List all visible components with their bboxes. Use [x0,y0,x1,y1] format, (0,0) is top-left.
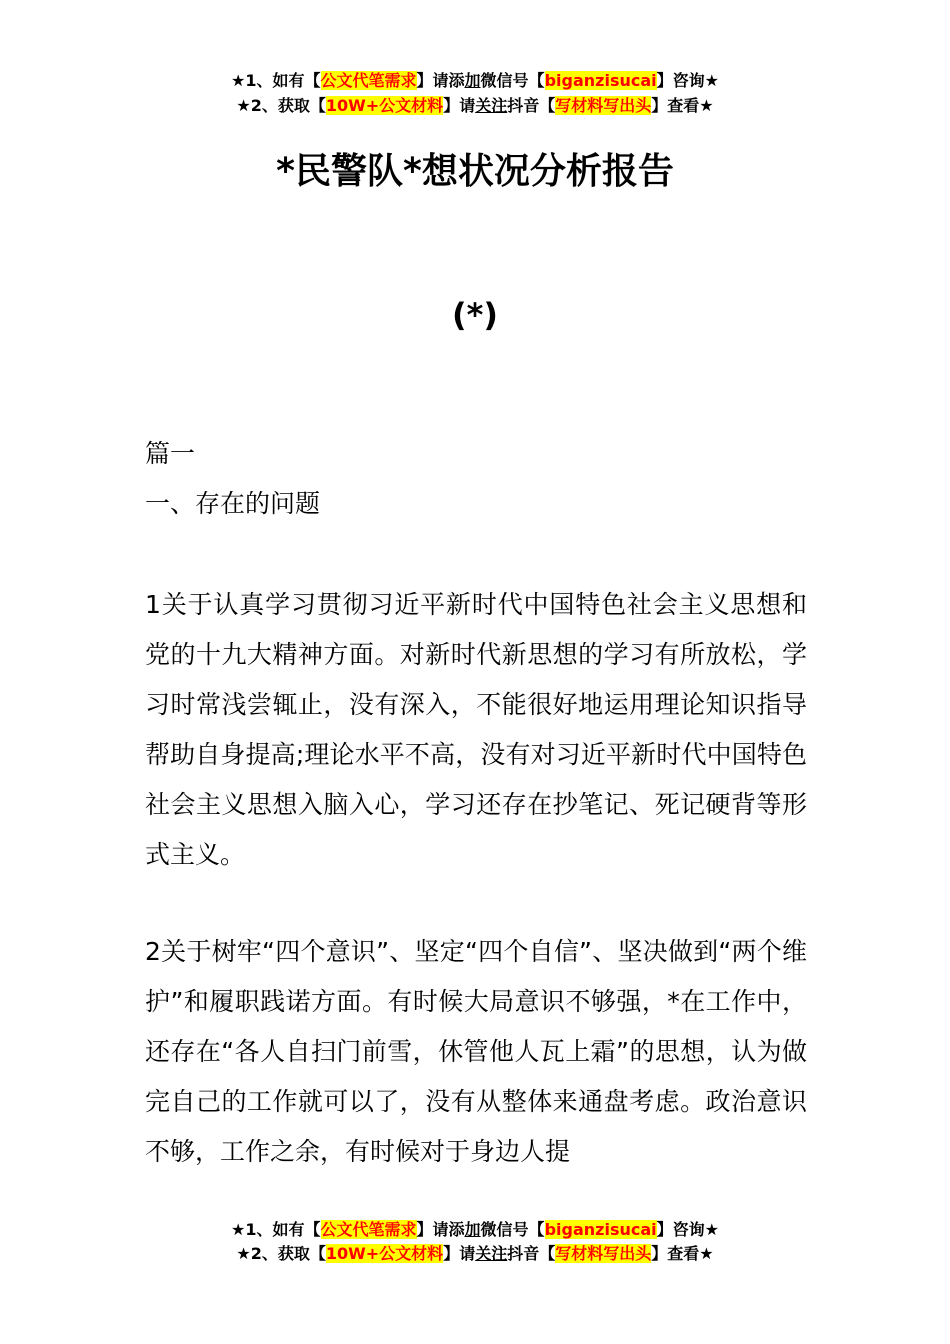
promo-text: 】请添 [416,71,465,90]
header-promo-line-1 [0,70,950,92]
promo-highlight: 10W+公文材料 [325,96,444,115]
promo-text: ★2、获取【 [236,1244,326,1263]
promo-underline: 加 [464,1220,481,1239]
promo-highlight: 公文代笔需求 [320,1220,417,1239]
promo-text: 微信号【 [480,1220,545,1239]
promo-text: 】请 [443,1244,476,1263]
promo-highlight: 写材料写出头 [555,1244,652,1263]
promo-highlight: biganzisucai [544,71,657,90]
paragraph-2: 2关于树牢“四个意识”、坚定“四个自信”、坚决做到“两个维护”和履职践诺方面。有时候大局意识不够强，*在工作中，还存在“各人自扫门前雪，休管他人瓦上霜”的思想，认为做完自己的工作就可以了，没有从整体来通盘考虑。政治意识不够，工作之余，有时候对于身边人提 [145,937,807,1166]
promo-underline: 加 [464,71,481,90]
chapter-label: 篇一 [145,439,196,468]
promo-text: ★2、获取【 [236,96,326,115]
promo-highlight: 公文代笔需求 [320,71,417,90]
promo-text: 】请添 [416,1220,465,1239]
promo-text: 】咨询★ [656,71,719,90]
section-heading: 一、存在的问题 [145,489,321,518]
promo-text: 】请 [443,96,476,115]
header-promo-line-2 [0,95,950,117]
paragraph-1: 1关于认真学习贯彻习近平新时代中国特色社会主义思想和党的十九大精神方面。对新时代新思想的学习有所放松，学习时常浅尝辄止，没有深入，不能很好地运用理论知识指导帮助自身提高;理论水平不高，没有对习近平新时代中国特色社会主义思想入脑入心，学习还存在抄笔记、死记硬背等形式主义。 [145,590,807,869]
promo-highlight: 10W+公文材料 [325,1244,444,1263]
document-subtitle: (*) [452,296,498,334]
promo-text: ★1、如有【 [231,1220,321,1239]
promo-text: 微信号【 [480,71,545,90]
promo-highlight: biganzisucai [544,1220,657,1239]
promo-text: 】咨询★ [656,1220,719,1239]
footer-promo-line-2 [0,1243,950,1265]
footer-promo-line-1 [0,1219,950,1241]
promo-text: 】查看★ [651,96,714,115]
promo-underline: 关注 [475,96,508,115]
promo-highlight: 写材料写出头 [555,96,652,115]
promo-text: 抖音【 [507,1244,556,1263]
promo-text: 抖音【 [507,96,556,115]
promo-text: 】查看★ [651,1244,714,1263]
promo-underline: 关注 [475,1244,508,1263]
document-title: *民警队*想状况分析报告 [276,151,674,192]
promo-text: ★1、如有【 [231,71,321,90]
